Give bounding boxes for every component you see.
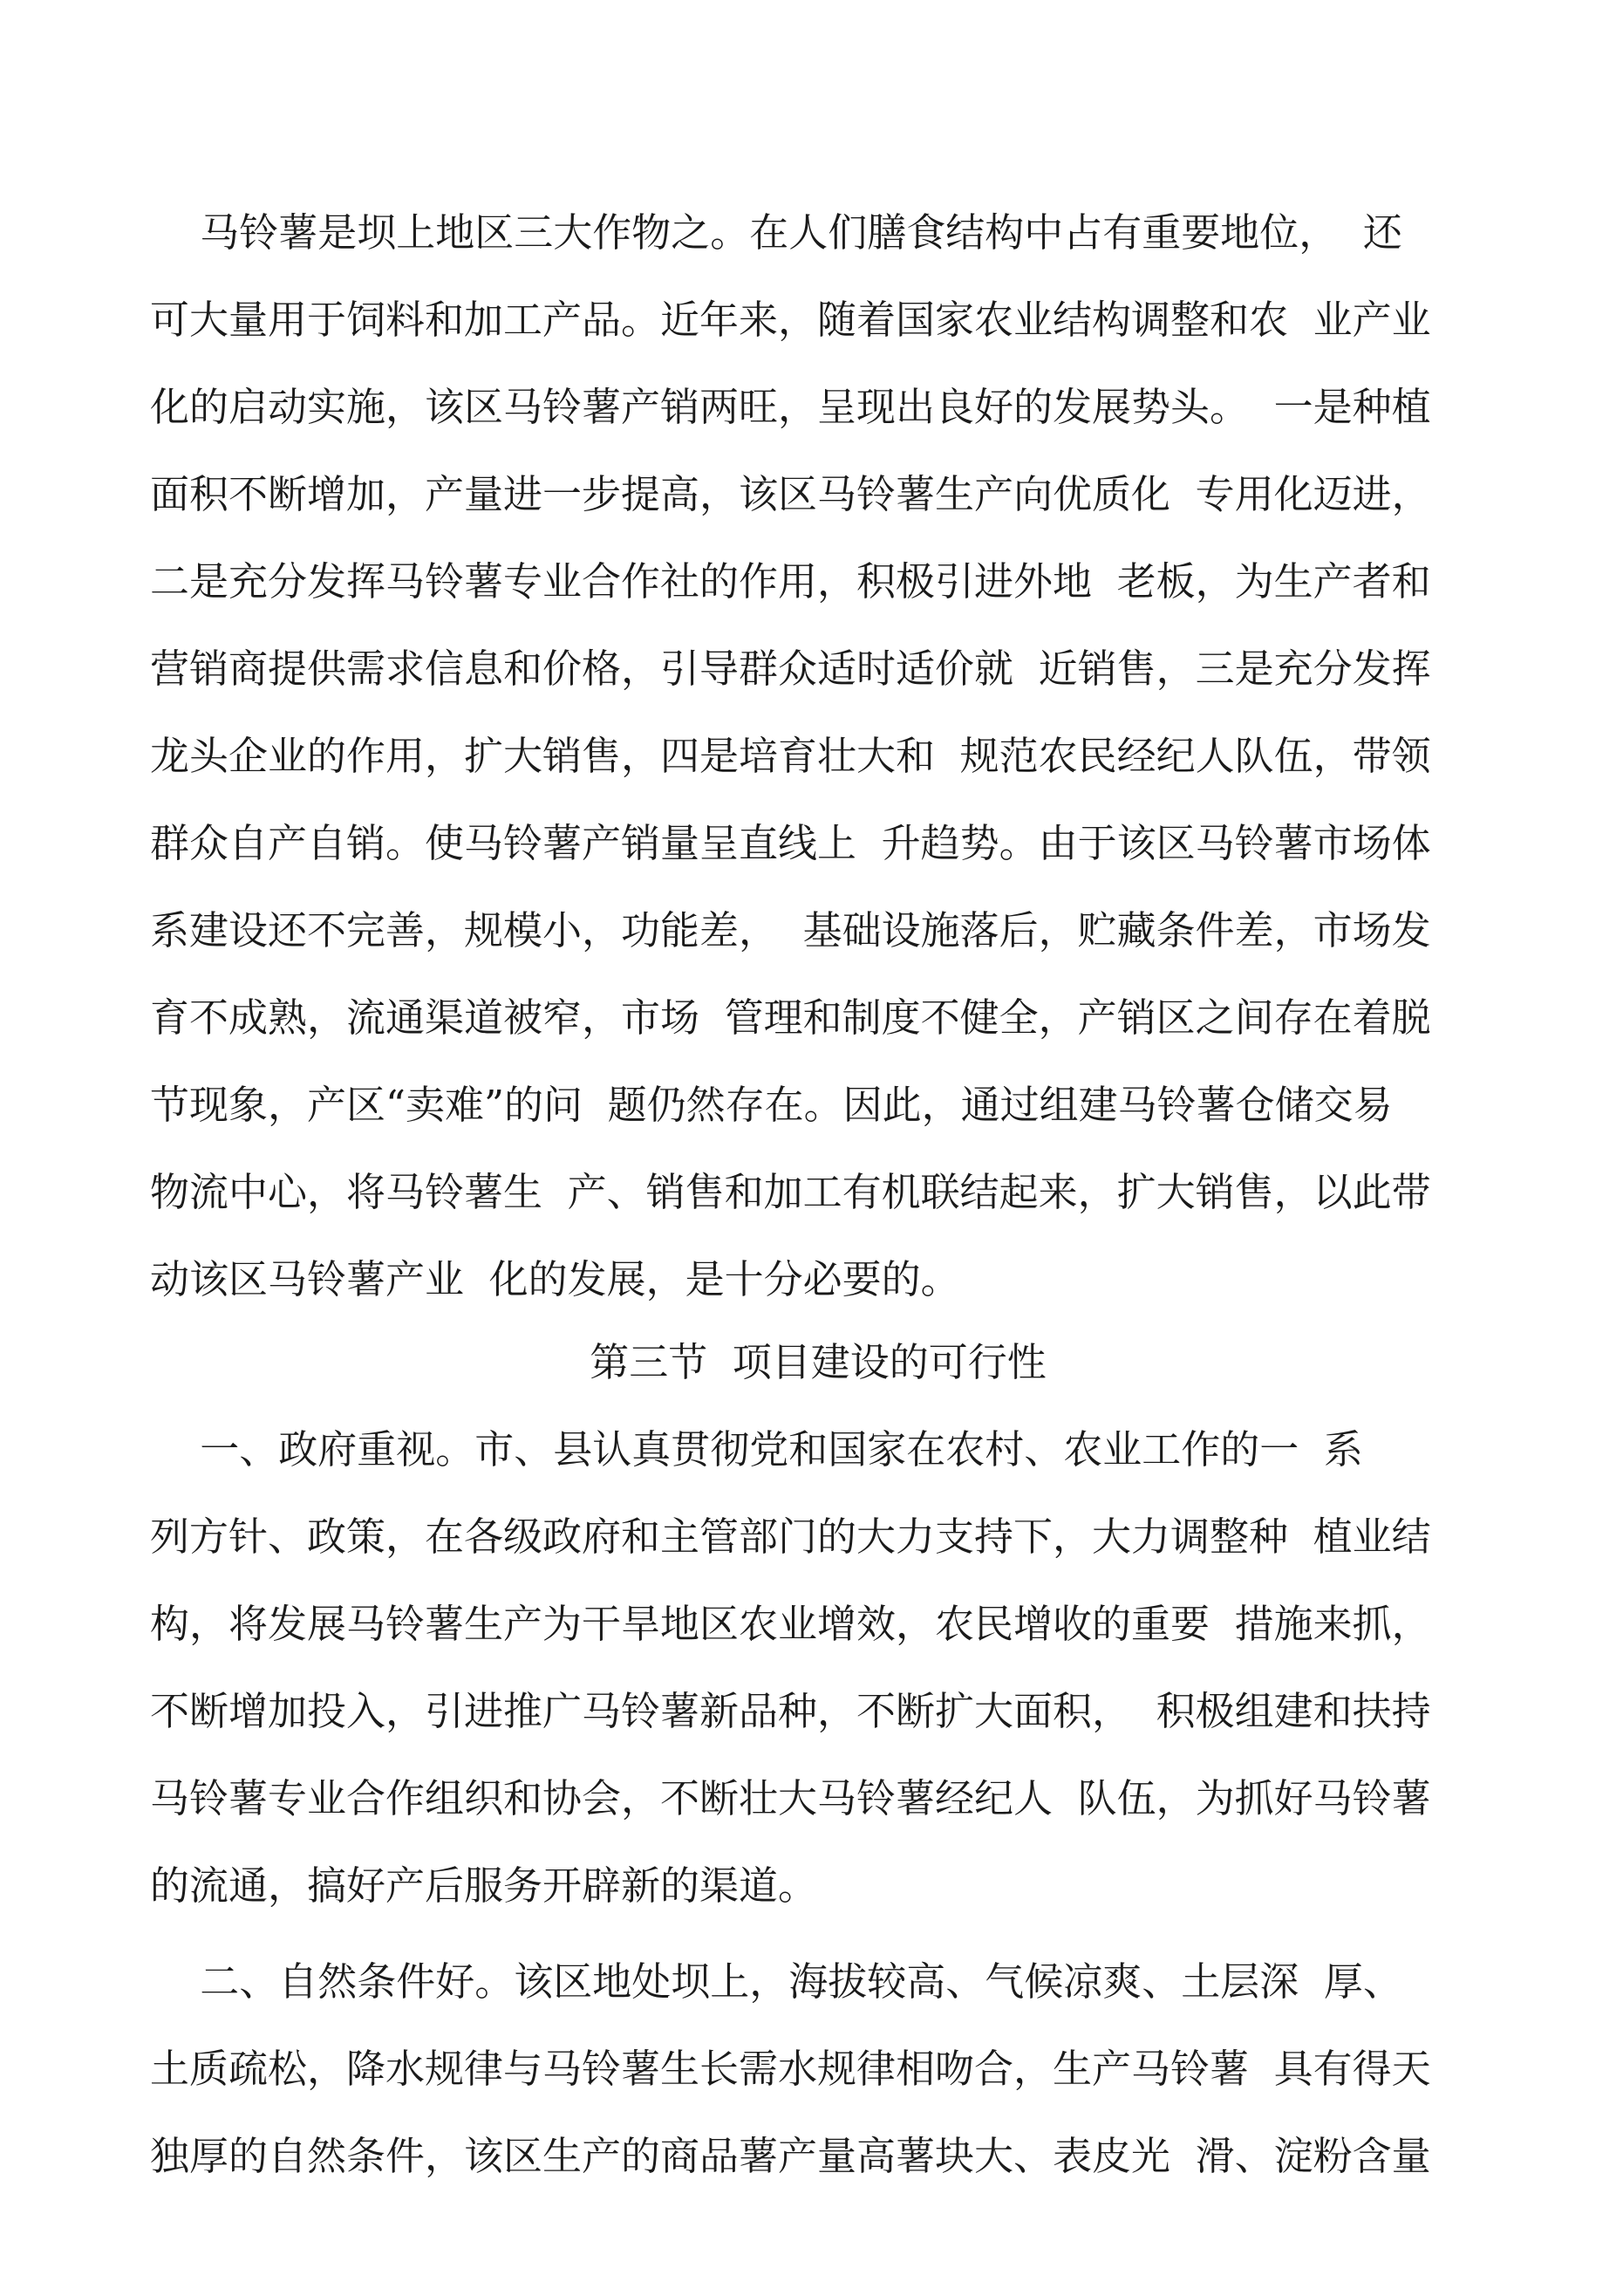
- text-line: 构，将发展马铃薯生产为干旱地区农业增效，农民增收的重要 措施来抓，: [150, 1601, 1431, 1647]
- text-line: 营销商提供需求信息和价格，引导群众适时适价就 近销售，三是充分发挥: [150, 646, 1431, 692]
- section-heading: 第三节 项目建设的可行性: [590, 1339, 1047, 1385]
- text-line: 节现象，产区“卖难”的问 题仍然存在。因此，通过组建马铃薯仓储交易: [150, 1082, 1393, 1128]
- text-line: 土质疏松，降水规律与马铃薯生长需水规律相吻合，生产马铃薯 具有得天: [150, 2046, 1431, 2092]
- text-line: 育不成熟，流通渠道被窄，市场 管理和制度不健全，产销区之间存在着脱: [150, 994, 1431, 1041]
- text-line: 马铃薯是坝上地区三大作物之。在人们膳食结构中占有重要地位， 还: [150, 209, 1402, 256]
- text-line: 马铃薯专业合作组织和协会，不断壮大马铃薯经纪人 队伍，为抓好马铃薯: [150, 1775, 1431, 1821]
- text-line: 化的启动实施，该区马铃薯产销两旺，呈现出良好的发展势头。 一是种植: [150, 384, 1431, 430]
- text-line: 群众自产自销。使马铃薯产销量呈直线上 升趋势。由于该区马铃薯市场体: [150, 820, 1431, 866]
- text-line: 一、政府重视。市、县认真贯彻党和国家在农村、农业工作的一 系: [150, 1426, 1363, 1473]
- text-line: 不断增加投入，引进推广马铃薯新品种，不断扩大面积， 积极组建和扶持: [150, 1688, 1431, 1734]
- text-line: 可大量用于饲料和加工产品。近年来，随着国家农业结构调整和农 业产业: [150, 297, 1431, 343]
- text-line: 列方针、政策，在各级政府和主管部门的大力支持下，大力调整种 植业结: [150, 1514, 1431, 1560]
- text-line: 独厚的自然条件，该区生产的商品薯产量高薯块大、表皮光 滑、淀粉含量: [150, 2133, 1431, 2179]
- text-line: 的流通，搞好产后服务开辟新的渠道。: [150, 1862, 818, 1909]
- text-line: 系建设还不完善，规模小，功能差， 基础设施落后，贮藏条件差，市场发: [150, 907, 1431, 953]
- text-line: 物流中心，将马铃薯生 产、销售和加工有机联结起来，扩大销售，以此带: [150, 1169, 1431, 1215]
- text-line: 二是充分发挥马铃薯专业合作社的作用，积极引进外地 老板，为生产者和: [150, 558, 1431, 605]
- text-line: 二、自然条件好。该区地处坝上，海拔较高、气候凉爽、土层深 厚、: [150, 1958, 1402, 2005]
- text-line: 龙头企业的作用，扩大销售，四是培育壮大和 规范农民经纪人队伍，带领: [150, 733, 1431, 779]
- text-line: 动该区马铃薯产业 化的发展，是十分必要的。: [150, 1256, 960, 1302]
- text-line: 面积不断增加，产量进一步提高，该区马铃薯生产向优质化 专用化迈进，: [150, 471, 1431, 517]
